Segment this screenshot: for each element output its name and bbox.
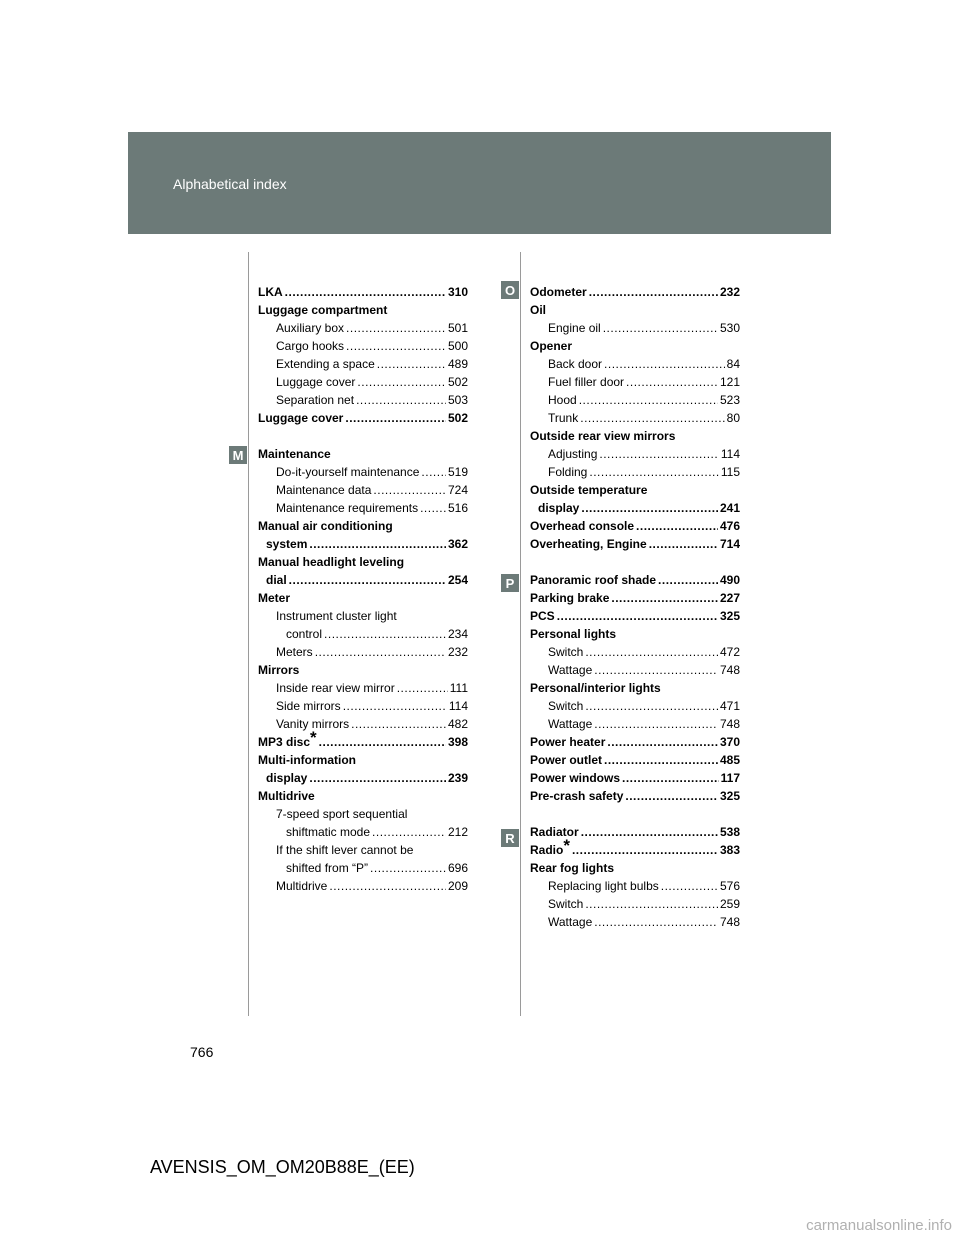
entry-page-number: 84 (726, 357, 740, 371)
dot-leader (372, 823, 446, 841)
index-entry (530, 391, 740, 409)
entry-page-number: 476 (719, 519, 740, 533)
page-header (128, 132, 831, 234)
dot-leader (356, 391, 446, 409)
entry-text: Rear fog lights (530, 861, 615, 875)
dot-leader (557, 607, 718, 625)
dot-leader (579, 391, 718, 409)
dot-leader (658, 571, 718, 589)
entry-page-number: 530 (719, 321, 740, 335)
index-heading (258, 661, 468, 679)
section-letter-p: P (501, 574, 519, 592)
entry-text: display (266, 771, 308, 785)
header-title: Alphabetical index (173, 176, 287, 192)
entry-page-number: 239 (447, 771, 468, 785)
dot-leader (589, 463, 719, 481)
dot-leader (397, 679, 448, 697)
entry-page-number: 234 (447, 627, 468, 641)
dot-leader (594, 715, 718, 733)
entry-text: Separation net (276, 393, 355, 407)
center-column-divider (520, 252, 521, 1016)
entry-text: Overhead console (530, 519, 635, 533)
entry-text: Power outlet (530, 753, 603, 767)
entry-page-number: 232 (447, 645, 468, 659)
entry-page-number: 472 (719, 645, 740, 659)
dot-leader (626, 373, 718, 391)
index-entry (530, 499, 740, 517)
entry-text: Cargo hooks (276, 339, 345, 353)
entry-page-number: 117 (720, 771, 740, 785)
index-heading (530, 625, 740, 643)
index-entry (530, 283, 740, 301)
index-heading (530, 481, 740, 499)
dot-leader (315, 643, 446, 661)
entry-page-number: 383 (719, 843, 740, 857)
entry-page-number: 538 (719, 825, 740, 839)
index-entry (258, 391, 468, 409)
index-entry (530, 697, 740, 715)
dot-leader (603, 319, 718, 337)
index-entry (530, 571, 740, 589)
dot-leader (420, 499, 446, 517)
index-entry (258, 697, 468, 715)
dot-leader (585, 895, 718, 913)
entry-page-number: 241 (719, 501, 740, 515)
index-entry (530, 607, 740, 625)
dot-leader (285, 283, 446, 301)
entry-page-number: 80 (726, 411, 740, 425)
dot-leader (661, 877, 718, 895)
entry-text: Vanity mirrors (276, 717, 350, 731)
index-entry (530, 517, 740, 535)
watermark: carmanualsonline.info (806, 1217, 952, 1234)
index-entry (530, 661, 740, 679)
index-entry (258, 283, 468, 301)
index-entry (258, 715, 468, 733)
index-entry: MP3 disc * ..... 398 (258, 733, 468, 751)
dot-leader (572, 841, 718, 859)
index-entry (530, 409, 740, 427)
index-entry (258, 319, 468, 337)
entry-page-number: 714 (719, 537, 740, 551)
index-entry (530, 643, 740, 661)
entry-text: Mirrors (258, 663, 300, 677)
entry-text: shiftmatic mode (286, 825, 371, 839)
dot-leader (594, 913, 718, 931)
entry-text: LKA (258, 285, 283, 299)
index-entry (530, 463, 740, 481)
entry-text: MP3 disc (258, 735, 311, 749)
entry-page-number: 724 (447, 483, 468, 497)
entry-text: Wattage (548, 717, 593, 731)
entry-text: Power windows (530, 771, 621, 785)
dot-leader (329, 877, 446, 895)
index-entry (258, 337, 468, 355)
entry-text: Instrument cluster light (276, 609, 397, 623)
index-entry (258, 823, 468, 841)
index-entry (530, 895, 740, 913)
dot-leader (607, 733, 718, 751)
dot-leader (421, 463, 446, 481)
index-heading (258, 841, 468, 859)
entry-page-number: 259 (719, 897, 740, 911)
index-entry (258, 679, 468, 697)
index-entry (530, 877, 740, 895)
entry-text: control (286, 627, 323, 641)
entry-text: Oil (530, 303, 547, 317)
section-gap (258, 427, 468, 445)
index-heading (258, 517, 468, 535)
dot-leader (611, 589, 718, 607)
entry-page-number: 227 (719, 591, 740, 605)
entry-page-number: 748 (719, 717, 740, 731)
entry-page-number: 209 (447, 879, 468, 893)
left-column-divider (248, 252, 249, 1016)
entry-text: Wattage (548, 915, 593, 929)
entry-page-number: 748 (719, 663, 740, 677)
index-heading (530, 679, 740, 697)
dot-leader (594, 661, 718, 679)
entry-page-number: 111 (449, 681, 468, 695)
entry-page-number: 115 (720, 465, 740, 479)
index-entry (530, 445, 740, 463)
index-entry (530, 913, 740, 931)
entry-page-number: 500 (447, 339, 468, 353)
entry-page-number: 489 (447, 357, 468, 371)
dot-leader (581, 499, 718, 517)
index-entry (258, 625, 468, 643)
index-entry (258, 409, 468, 427)
dot-leader (346, 337, 446, 355)
entry-page-number: 576 (719, 879, 740, 893)
index-entry (258, 373, 468, 391)
section-gap (530, 553, 740, 571)
dot-leader (636, 517, 718, 535)
entry-page-number: 748 (719, 915, 740, 929)
index-heading (530, 859, 740, 877)
entry-page-number: 114 (720, 447, 740, 461)
dot-leader (580, 409, 724, 427)
entry-page-number: 121 (719, 375, 740, 389)
index-column-left (258, 283, 468, 895)
dot-leader (351, 715, 446, 733)
index-entry (530, 589, 740, 607)
dot-leader (346, 319, 446, 337)
entry-text: Personal lights (530, 627, 617, 641)
entry-text: Luggage compartment (258, 303, 388, 317)
entry-text: Manual air conditioning (258, 519, 393, 533)
entry-text: Pre-crash safety (530, 789, 624, 803)
dot-leader (319, 733, 446, 751)
entry-text: Trunk (548, 411, 579, 425)
entry-text: Manual headlight leveling (258, 555, 405, 569)
entry-page-number: 502 (447, 375, 468, 389)
index-heading (258, 301, 468, 319)
entry-text: Fuel filler door (548, 375, 625, 389)
entry-text: Side mirrors (276, 699, 341, 713)
index-entry (530, 769, 740, 787)
entry-page-number: 370 (719, 735, 740, 749)
entry-page-number: 519 (447, 465, 468, 479)
entry-page-number: 362 (447, 537, 468, 551)
entry-text: Power heater (530, 735, 606, 749)
index-entry (258, 877, 468, 895)
entry-text: Maintenance requirements (276, 501, 419, 515)
entry-text: Luggage cover (258, 411, 344, 425)
entry-text: Personal/interior lights (530, 681, 661, 695)
dot-leader (324, 625, 446, 643)
entry-page-number: 232 (719, 285, 740, 299)
entry-page-number: 490 (719, 573, 740, 587)
index-entry (530, 823, 740, 841)
dot-leader (585, 697, 718, 715)
index-entry (258, 535, 468, 553)
dot-leader (599, 445, 718, 463)
entry-text: Inside rear view mirror (276, 681, 395, 695)
entry-text: system (266, 537, 308, 551)
section-gap (530, 805, 740, 823)
entry-page-number: 501 (447, 321, 468, 335)
page-number: 766 (190, 1044, 214, 1060)
entry-text: If the shift lever cannot be (276, 843, 414, 857)
index-entry (530, 733, 740, 751)
entry-text: Meter (258, 591, 291, 605)
entry-text: Maintenance data (276, 483, 372, 497)
entry-text: Outside rear view mirrors (530, 429, 676, 443)
entry-text: Radiator (530, 825, 579, 839)
index-entry (530, 373, 740, 391)
entry-text: Radio (530, 843, 564, 857)
entry-text: Hood (548, 393, 577, 407)
dot-leader (373, 481, 446, 499)
entry-text: Parking brake (530, 591, 610, 605)
index-heading (258, 445, 468, 463)
index-heading (258, 805, 468, 823)
entry-text: dial (266, 573, 287, 587)
entry-text: Switch (548, 645, 584, 659)
entry-text: Auxiliary box (276, 321, 345, 335)
entry-text: Switch (548, 897, 584, 911)
entry-text: Odometer (530, 285, 587, 299)
entry-text: Maintenance (258, 447, 331, 461)
entry-page-number: 325 (719, 609, 740, 623)
index-heading (530, 427, 740, 445)
entry-page-number: 503 (447, 393, 468, 407)
entry-page-number: 254 (447, 573, 468, 587)
entry-text: Back door (548, 357, 603, 371)
entry-text: Overheating, Engine (530, 537, 647, 551)
index-entry (258, 481, 468, 499)
entry-text: display (538, 501, 580, 515)
entry-text: Switch (548, 699, 584, 713)
dot-leader (370, 859, 446, 877)
entry-text: Multidrive (276, 879, 328, 893)
index-entry (530, 715, 740, 733)
dot-leader (309, 535, 446, 553)
entry-text: Folding (548, 465, 588, 479)
entry-text: Meters (276, 645, 313, 659)
entry-text: Multidrive (258, 789, 315, 803)
entry-page-number: 212 (447, 825, 468, 839)
dot-leader (625, 787, 718, 805)
dot-leader (309, 769, 446, 787)
dot-leader (604, 355, 725, 373)
entry-text: Panoramic roof shade (530, 573, 657, 587)
entry-page-number: 325 (719, 789, 740, 803)
index-entry (530, 319, 740, 337)
index-entry (258, 643, 468, 661)
entry-page-number: 482 (447, 717, 468, 731)
dot-leader (585, 643, 718, 661)
entry-text: 7-speed sport sequential (276, 807, 408, 821)
entry-text: Luggage cover (276, 375, 356, 389)
dot-leader (343, 697, 447, 715)
entry-text: shifted from “P” (286, 861, 369, 875)
dot-leader (649, 535, 718, 553)
index-entry (258, 463, 468, 481)
entry-text: Replacing light bulbs (548, 879, 659, 893)
index-heading (258, 787, 468, 805)
index-entry (258, 571, 468, 589)
index-entry (258, 769, 468, 787)
section-letter-m: M (229, 446, 247, 464)
index-heading (258, 589, 468, 607)
entry-text: Multi-information (258, 753, 356, 767)
entry-text: Outside temperature (530, 483, 648, 497)
entry-text: Do-it-yourself maintenance (276, 465, 420, 479)
section-letter-o: O (501, 281, 519, 299)
entry-text: PCS (530, 609, 555, 623)
index-heading (258, 607, 468, 625)
index-entry (258, 859, 468, 877)
index-entry (258, 355, 468, 373)
entry-page-number: 485 (719, 753, 740, 767)
section-letter-r: R (501, 829, 519, 847)
index-entry (530, 787, 740, 805)
dot-leader (345, 409, 446, 427)
index-heading (530, 337, 740, 355)
index-entry (258, 499, 468, 517)
index-entry: Radio * ..... 383 (530, 841, 740, 859)
dot-leader (589, 283, 718, 301)
document-id: AVENSIS_OM_OM20B88E_(EE) (150, 1157, 415, 1177)
entry-page-number: 471 (719, 699, 740, 713)
dot-leader (357, 373, 446, 391)
entry-text: Adjusting (548, 447, 598, 461)
dot-leader (289, 571, 446, 589)
dot-leader (377, 355, 446, 373)
dot-leader (581, 823, 718, 841)
entry-text: Opener (530, 339, 573, 353)
dot-leader (604, 751, 718, 769)
index-column-right (530, 283, 740, 931)
index-entry (530, 355, 740, 373)
entry-text: Wattage (548, 663, 593, 677)
entry-text: Extending a space (276, 357, 375, 371)
dot-leader (622, 769, 719, 787)
index-entry (530, 751, 740, 769)
entry-page-number: 516 (447, 501, 468, 515)
index-heading (258, 751, 468, 769)
entry-page-number: 523 (719, 393, 740, 407)
entry-page-number: 502 (447, 411, 468, 425)
index-entry (530, 535, 740, 553)
entry-page-number: 696 (447, 861, 468, 875)
entry-text: Engine oil (548, 321, 601, 335)
entry-page-number: 114 (448, 699, 468, 713)
index-heading (530, 301, 740, 319)
entry-page-number: 310 (447, 285, 468, 299)
index-heading (258, 553, 468, 571)
entry-page-number: 398 (447, 735, 468, 749)
